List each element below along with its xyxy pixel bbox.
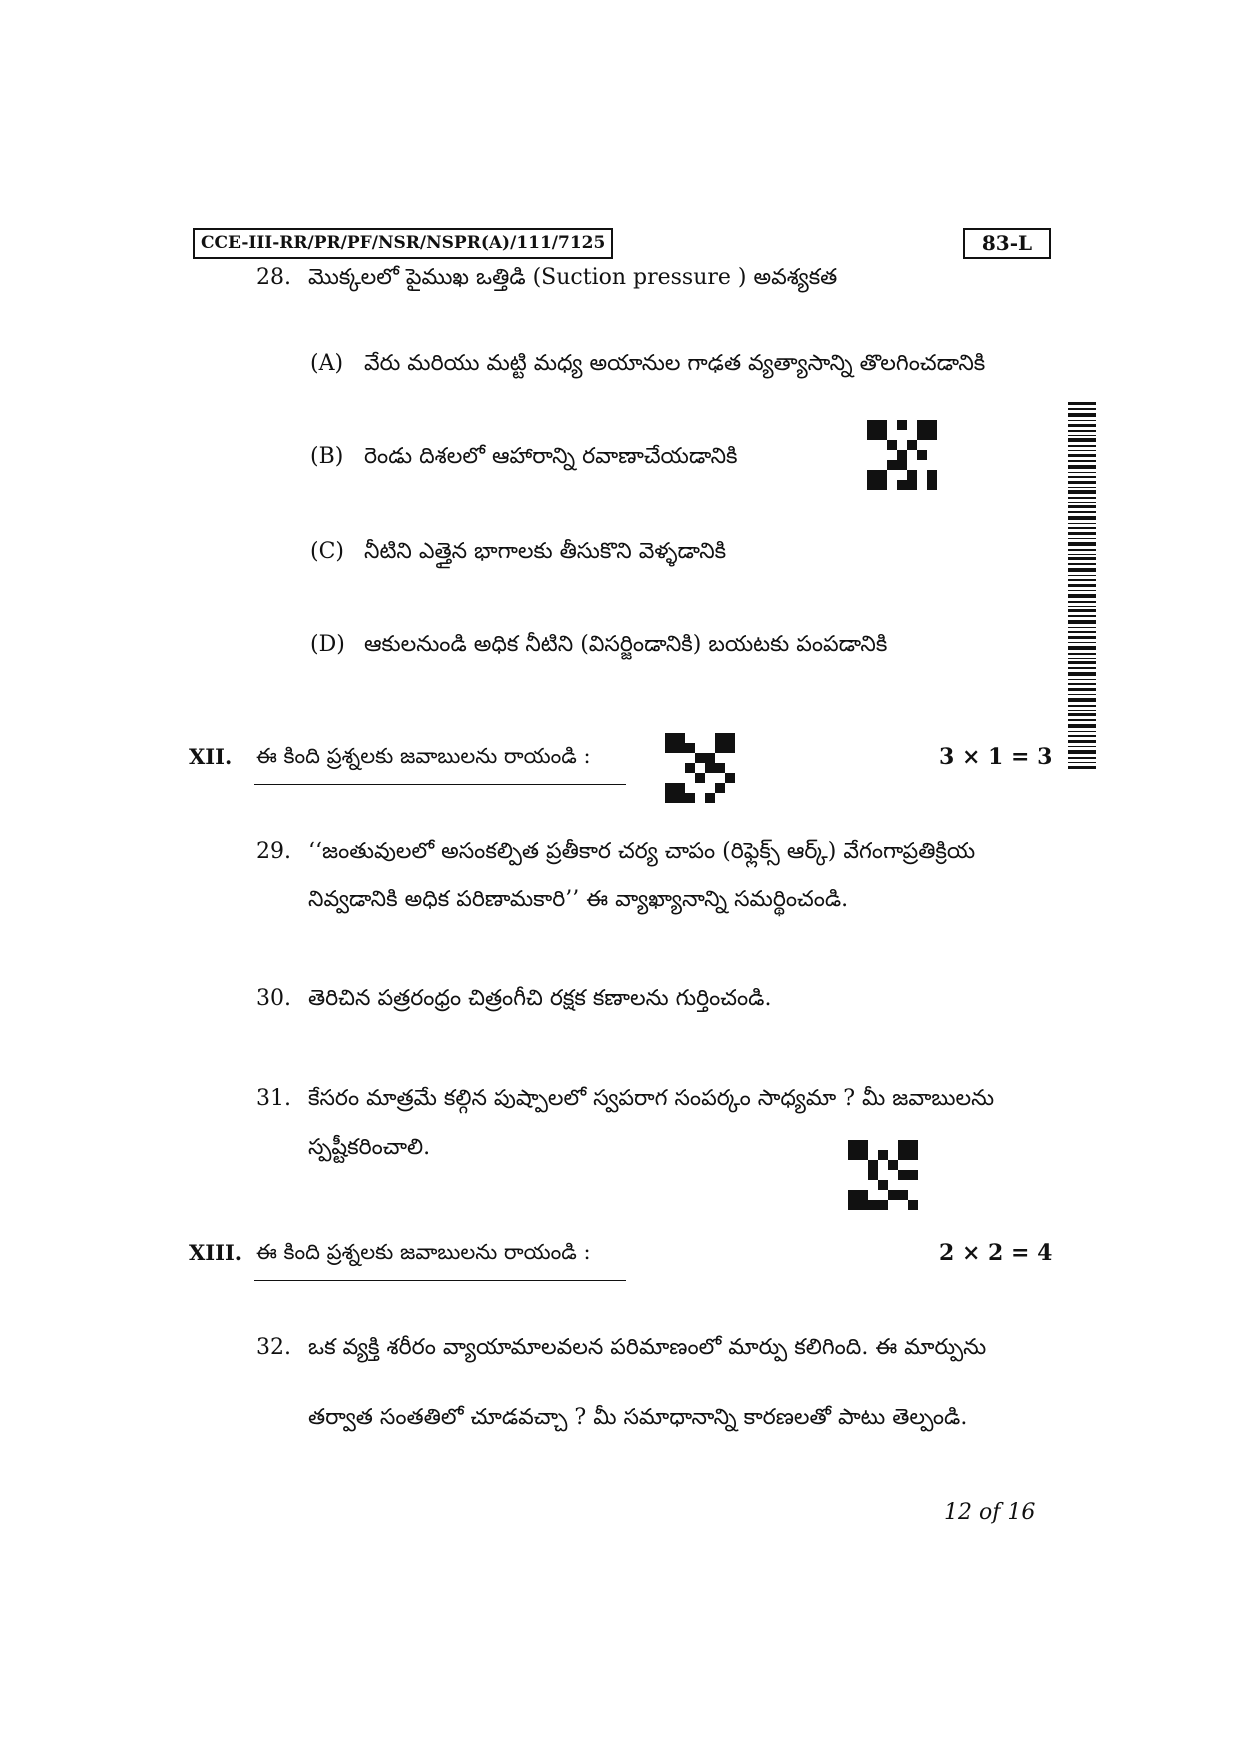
option-text: వేరు మరియు మట్టి మధ్య అయానుల గాఢత వ్యత్యాసాన్ని తొలగించడానికి xyxy=(364,351,986,376)
section-xiii-marks: 2 × 2 = 4 xyxy=(939,1240,1053,1266)
question-text-line1: కేసరం మాత్రమే కల్గిన పుష్పాలలో స్వపరాగ సంపర్కం సాధ్యమా ? మీ జవాబులను xyxy=(308,1086,995,1111)
section-xiii-instruction: ఈ కింది ప్రశ్నలకు జవాబులను రాయండి : xyxy=(256,1240,591,1264)
section-xii-instruction: ఈ కింది ప్రశ్నలకు జవాబులను రాయండి : xyxy=(256,744,591,768)
question-number: 32. xyxy=(256,1335,291,1360)
question-31 xyxy=(256,1084,994,1114)
section-xii-underline xyxy=(254,784,626,785)
option-b xyxy=(310,442,738,472)
paper-code-box: 83-L xyxy=(963,228,1051,259)
qr-code-1 xyxy=(867,420,937,490)
question-30 xyxy=(256,984,771,1014)
question-text-line1: ఒక వ్యక్తి శరీరం వ్యాయామాలవలన పరిమాణంలో మార్పు కలిగింది. ఈ మార్పును xyxy=(308,1335,987,1360)
question-number: 29. xyxy=(256,839,291,864)
option-label: (B) xyxy=(310,444,344,469)
question-text: తెరిచిన పత్రరంధ్రం చిత్రంగీచి రక్షక కణాలను గుర్తించండి. xyxy=(308,986,772,1011)
option-d xyxy=(310,630,887,660)
section-xii-marks: 3 × 1 = 3 xyxy=(939,744,1053,770)
qr-code-3 xyxy=(848,1140,918,1210)
option-text: ఆకులనుండి అధిక నీటిని (విసర్జిండానికి) బయటకు పంపడానికి xyxy=(364,632,888,657)
question-32 xyxy=(256,1333,986,1363)
section-xiii-number: XIII. xyxy=(189,1240,243,1265)
option-label: (C) xyxy=(310,539,344,564)
question-number: 30. xyxy=(256,986,291,1011)
option-label: (A) xyxy=(310,351,344,376)
question-number: 31. xyxy=(256,1086,291,1111)
option-a xyxy=(310,349,985,379)
question-text-line1: ‘‘జంతువులలో అసంకల్పిత ప్రతీకార చర్య చాపం (రిఫ్లెక్స్ ఆర్క్) వేగంగాప్రతిక్రియ xyxy=(308,839,976,864)
option-c xyxy=(310,537,726,567)
question-28 xyxy=(256,263,837,293)
barcode-icon xyxy=(1068,402,1096,772)
page-number: 12 of 16 xyxy=(944,1500,1036,1525)
question-32-line2: తర్వాత సంతతిలో చూడవచ్చా ? మీ సమాధానాన్ని కారణలతో పాటు తెల్పండి. xyxy=(308,1405,968,1430)
option-label: (D) xyxy=(310,632,345,657)
exam-code-box: CCE-III-RR/PR/PF/NSR/NSPR(A)/111/7125 xyxy=(193,228,613,259)
question-text: మొక్కలలో పైముఖ ఒత్తిడి (Suction pressure ) అవశ్యకత xyxy=(308,265,838,290)
section-xiii-underline xyxy=(254,1280,626,1281)
qr-code-2 xyxy=(665,733,735,803)
option-text: రెండు దిశలలో ఆహారాన్ని రవాణాచేయడానికి xyxy=(364,444,738,469)
option-text: నీటిని ఎత్తైన భాగాలకు తీసుకొని వెళ్ళడానికి xyxy=(364,539,727,564)
question-29-line2: నివ్వడానికి అధిక పరిణామకారి’’ ఈ వ్యాఖ్యానాన్ని సమర్థించండి. xyxy=(308,887,849,912)
section-xii-number: XII. xyxy=(189,744,233,769)
question-29 xyxy=(256,837,975,867)
question-number: 28. xyxy=(256,265,291,290)
question-31-line2: స్పష్టీకరించాలి. xyxy=(308,1135,431,1160)
